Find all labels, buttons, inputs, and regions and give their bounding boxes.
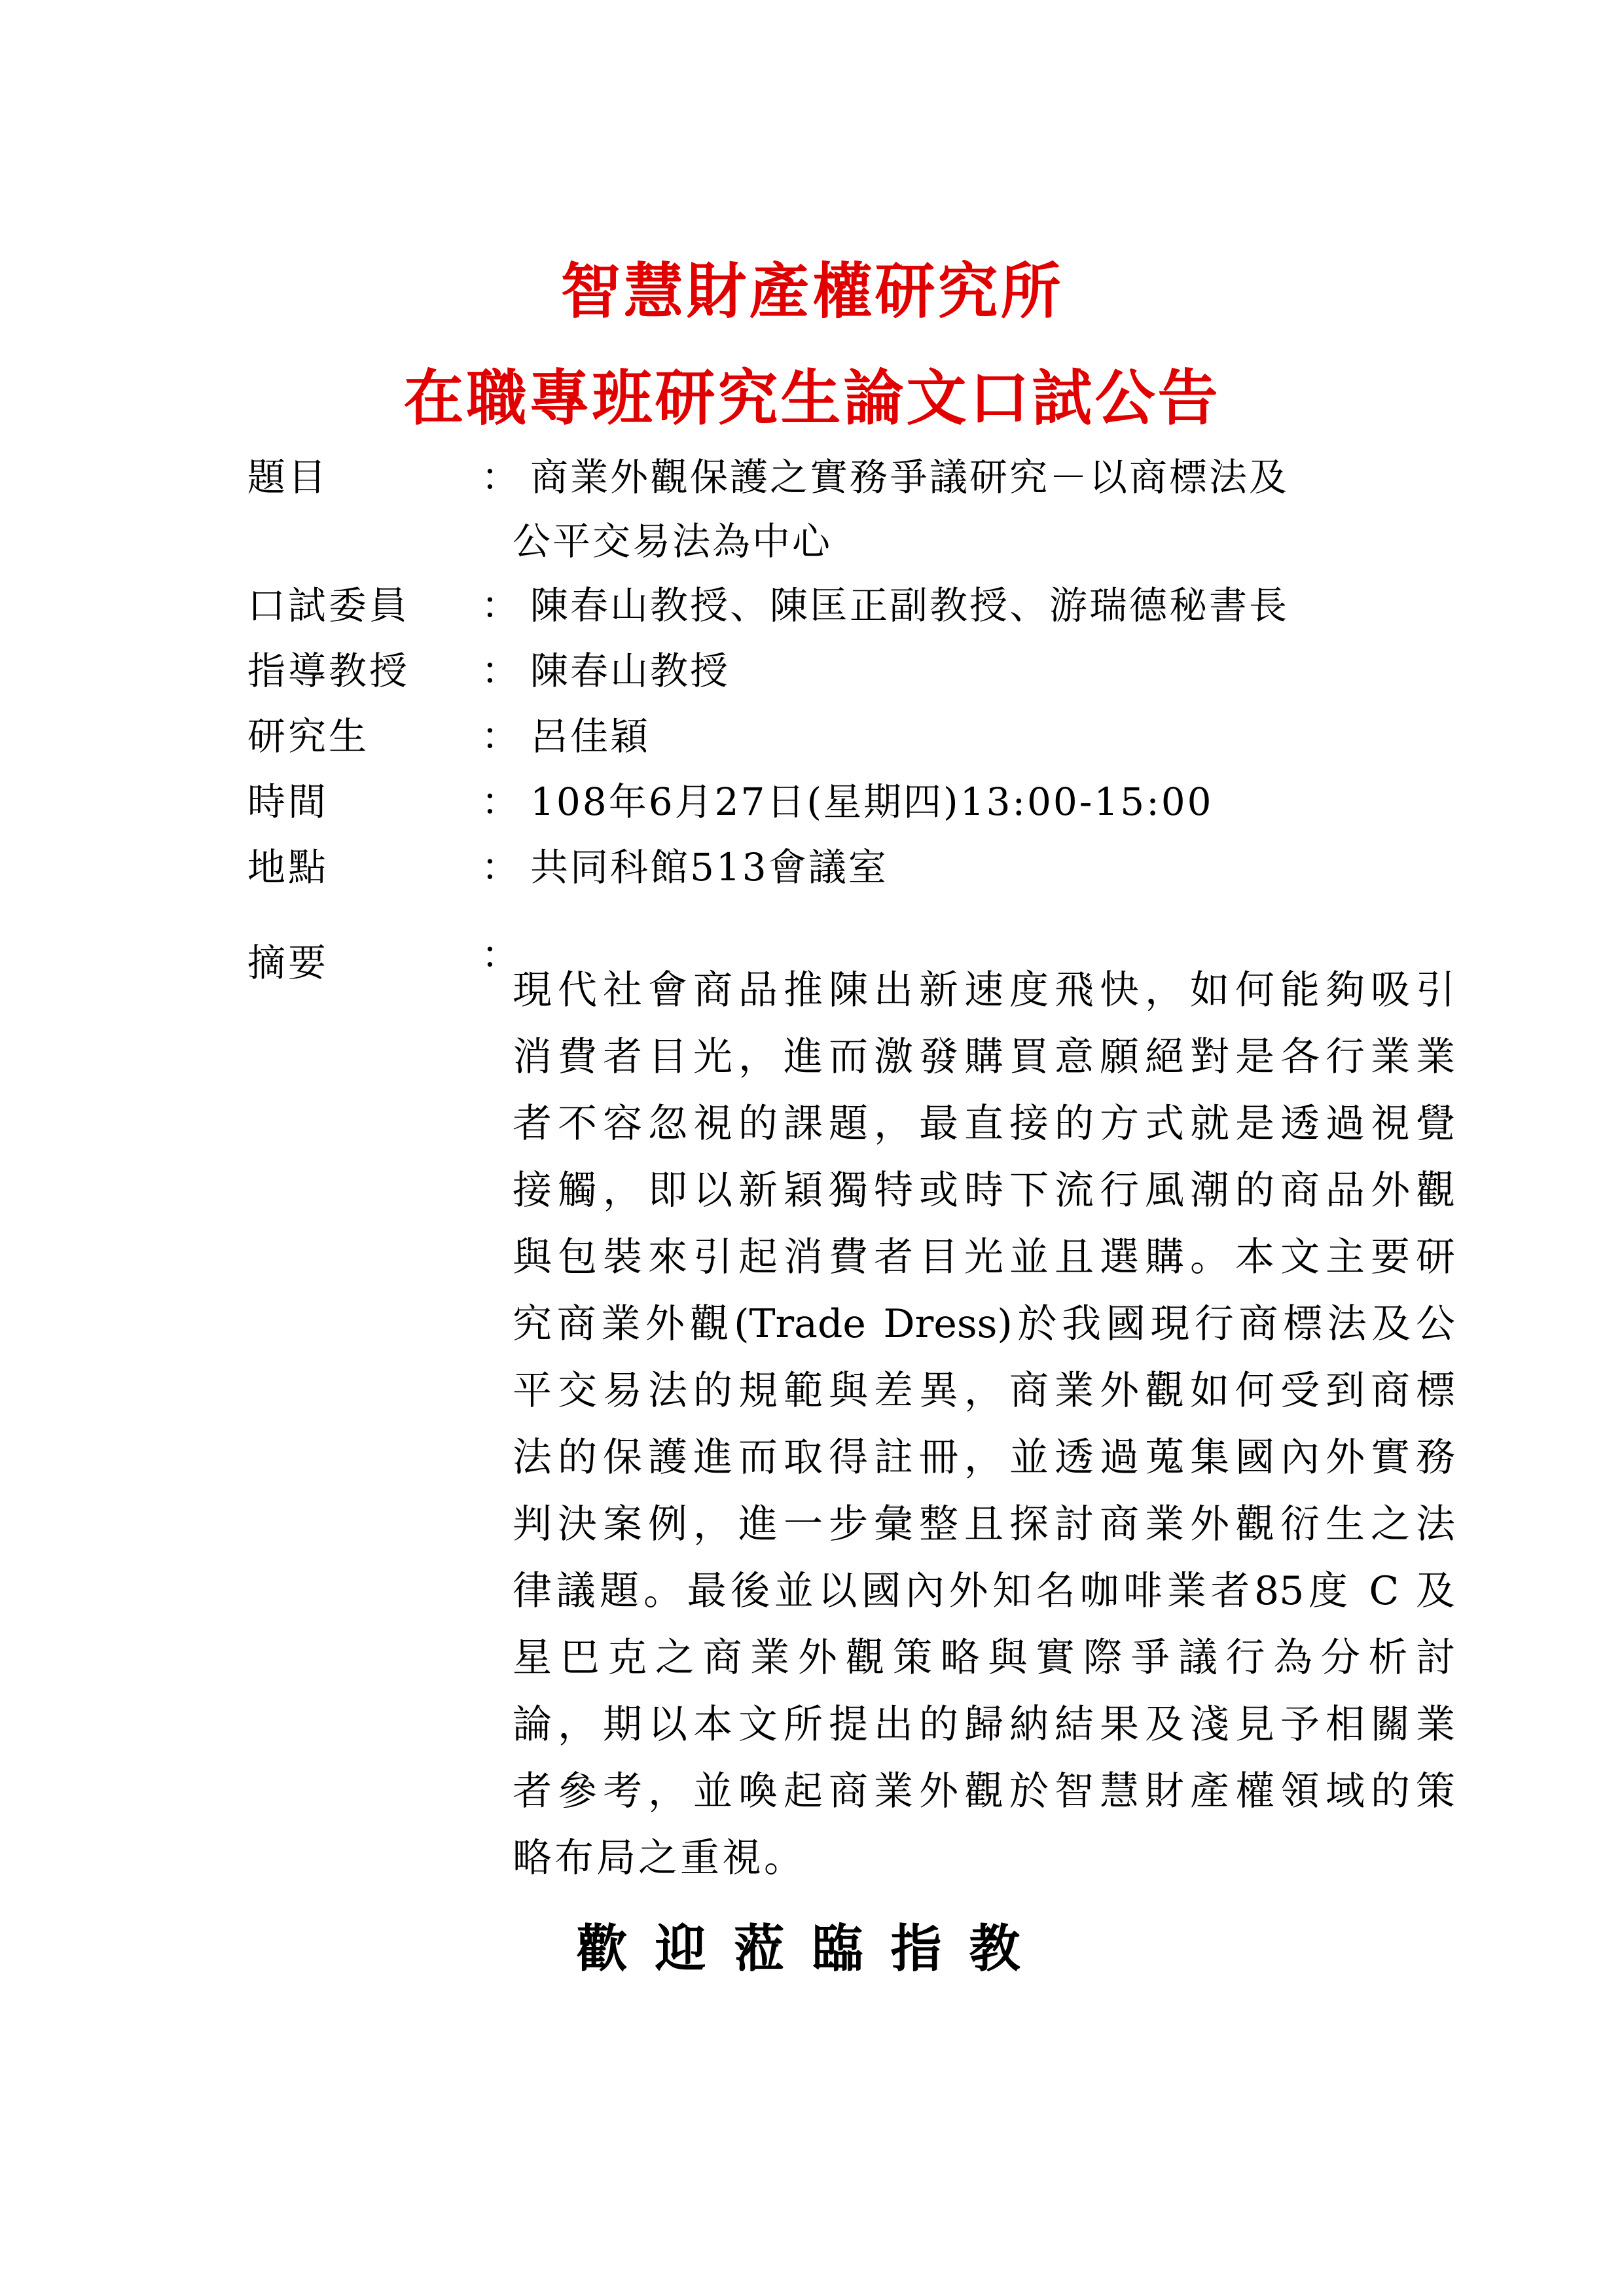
- advisor-colon: ：: [481, 649, 520, 693]
- abstract-line: 究商業外觀(Trade Dress)於我國現行商標法及公: [513, 1301, 1455, 1347]
- topic-label: 題目: [247, 455, 329, 499]
- abstract-line: 論，期以本文所提出的歸納結果及淺見予相關業: [513, 1702, 1455, 1748]
- committee-value: 陳春山教授、陳匡正副教授、游瑞德秘書長: [530, 583, 1290, 628]
- abstract-line: 法的保護進而取得註冊，並透過蒐集國內外實務: [513, 1435, 1455, 1480]
- abstract-line: 略布局之重視。: [513, 1835, 806, 1881]
- time-value: 108年6月27日(星期四)13:00-15:00: [530, 780, 1214, 824]
- abstract-body: [513, 957, 1455, 1892]
- location-colon: ：: [481, 845, 520, 889]
- time-colon: ：: [481, 780, 520, 824]
- topic-value-line1: 商業外觀保護之實務爭議研究－以商標法及: [530, 455, 1290, 499]
- welcome-text: 歡迎蒞臨指教: [576, 1919, 1048, 1979]
- page-subtitle: 在職專班研究生論文口試公告: [403, 363, 1221, 433]
- student-colon: ：: [481, 714, 520, 759]
- abstract-line: 平交易法的規範與差異，商業外觀如何受到商標: [513, 1368, 1455, 1414]
- abstract-colon: ：: [481, 933, 520, 977]
- time-label: 時間: [247, 780, 329, 824]
- abstract-line: 與包裝來引起消費者目光並且選購。本文主要研: [513, 1234, 1455, 1280]
- location-label: 地點: [247, 845, 329, 889]
- topic-value-line2: 公平交易法為中心: [513, 519, 833, 564]
- abstract-line: 判決案例，進一步彙整且探討商業外觀衍生之法: [513, 1501, 1455, 1547]
- abstract-line: 現代社會商品推陳出新速度飛快，如何能夠吸引: [513, 967, 1455, 1013]
- student-value: 呂佳穎: [530, 714, 651, 759]
- student-label: 研究生: [247, 714, 370, 759]
- abstract-label: 摘要: [247, 941, 329, 985]
- committee-label: 口試委員: [247, 583, 410, 628]
- topic-colon: ：: [481, 455, 520, 499]
- abstract-line: 消費者目光，進而激發購買意願絕對是各行業業: [513, 1034, 1455, 1080]
- advisor-label: 指導教授: [247, 649, 410, 693]
- page-title: 智慧財產權研究所: [560, 256, 1064, 327]
- location-value: 共同科館513會議室: [530, 845, 888, 889]
- abstract-line: 者參考，並喚起商業外觀於智慧財產權領域的策: [513, 1768, 1455, 1814]
- advisor-value: 陳春山教授: [530, 649, 731, 693]
- abstract-line: 接觸，即以新穎獨特或時下流行風潮的商品外觀: [513, 1168, 1455, 1213]
- abstract-line: 者不容忽視的課題，最直接的方式就是透過視覺: [513, 1101, 1455, 1147]
- committee-colon: ：: [481, 583, 520, 628]
- abstract-line: 星巴克之商業外觀策略與實際爭議行為分析討: [513, 1635, 1455, 1681]
- abstract-line: 律議題。最後並以國內外知名咖啡業者85度 C 及: [513, 1568, 1455, 1614]
